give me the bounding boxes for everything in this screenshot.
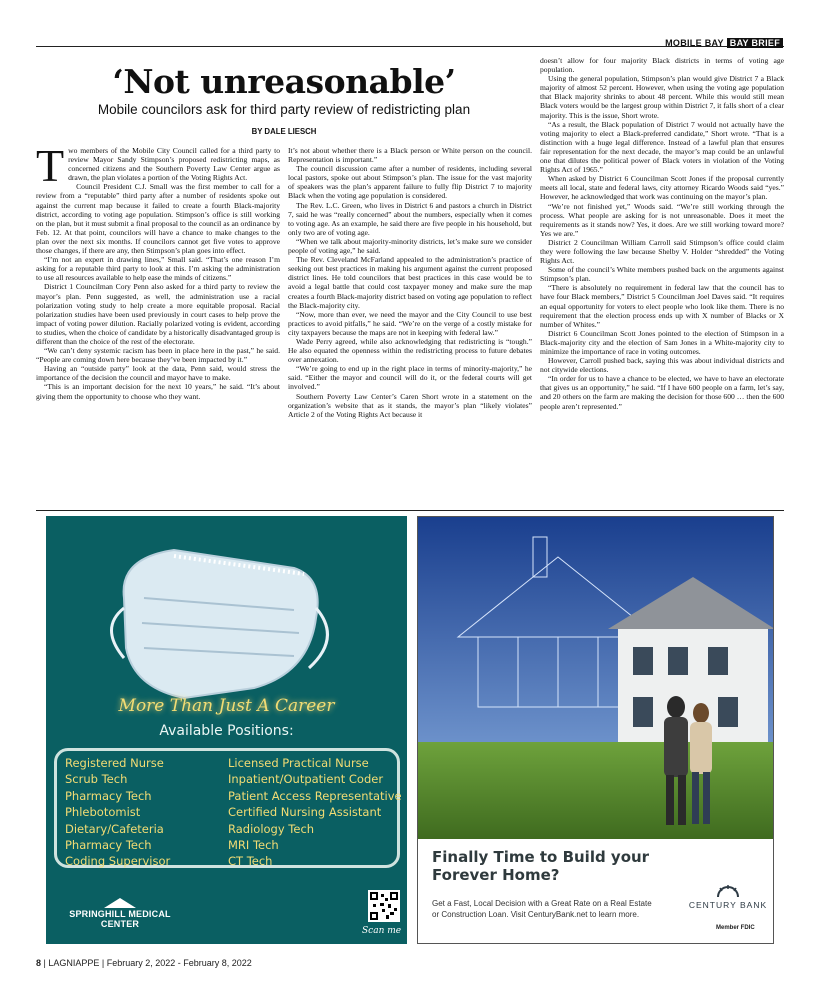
positions-box <box>54 748 400 868</box>
positions-right <box>228 755 402 870</box>
paragraph: “We can’t deny systemic racism has been in place here in the past,” he said. “People are coming down here because they’ve been impacted by it.” <box>36 346 280 365</box>
paragraph: “Now, more than ever, we need the mayor and the City Council to use best practices to avoid pitfalls,” he said. “We’re on the verge of a costly mistake for city taxpayers because the maps are not in keeping with federal law.” <box>288 309 532 337</box>
qr-code-icon[interactable] <box>368 890 400 922</box>
springhill-logo: SPRINGHILL MEDICAL CENTER <box>60 898 180 929</box>
position-item: Dietary/Cafeteria <box>65 821 164 836</box>
article-column-3 <box>540 56 784 528</box>
position-item: CT Tech <box>228 854 273 869</box>
position-item: Licensed Practical Nurse <box>228 756 369 770</box>
position-item: Inpatient/Outpatient Coder <box>228 772 384 787</box>
paragraph: “We’re not finished yet,” Woods said. “We’re still working through the process. What people are asking for is not unreasonable. Does it meet the requirements as it stands now? Yes, it does. Are we still working toward more? Yes we are.” <box>540 201 784 238</box>
position-item: Pharmacy Tech <box>65 838 152 853</box>
paragraph: District 2 Councilman William Carroll said Stimpson’s office could claim they were following the law because Shelby V. Holder “shredded” the Voting Rights Act. <box>540 237 784 266</box>
article-headline: ‘Not unreasonable’ <box>112 62 456 101</box>
paragraph: Having an “outside party” look at the data, Penn said, would stress the importance of the decision the council and mayor have to make. <box>36 364 280 383</box>
paragraph: The Rev. Cleveland McFarland appealed to the administration’s practice of seeking out best practices in making his argument against the current proposed district lines. He told councilors that best practices in this case would be to avoid a legal battle that could cost taxpayer money and make sure the map creates a fourth Black-majority district based on voting age population to reflect the Black-majority city. <box>288 255 532 310</box>
article-byline: BY DALE LIESCH <box>251 127 317 136</box>
paragraph: When asked by District 6 Councilman Scott Jones if the proposal currently meets all local, state and federal laws, city attorney Ricardo Woods said “yes.” However, he acknowledged that work was continuing on the mayor’s plan. <box>540 174 784 202</box>
position-item: Pharmacy Tech <box>65 788 152 803</box>
publication-name: LAGNIAPPE <box>48 958 100 968</box>
positions-heading: Available Positions: <box>159 723 294 739</box>
article-column-1 <box>36 146 280 528</box>
brand-mobile-bay: MOBILE BAY <box>665 38 724 48</box>
paragraph: District 1 Councilman Cory Penn also asked for a third party to review the mayor’s plan. Penn suggested, as well, the administration use a racial polarization voting study to help create a more equitable proposal. Racial polarization studies have been used previously in court cases to help prove the impact of voting power dilution. Racially polarized voting is evident, according to studies, when the choice of candidate by a historically disadvantaged group is different than the choice of the rest of the electorate. <box>36 282 280 346</box>
position-item: Scrub Tech <box>65 772 128 787</box>
brand-bay-brief: BAY BRIEF <box>727 38 783 48</box>
paragraph: Wade Perry agreed, while also acknowledging that redistricting is “tough.” He also equated the openness within the redistricting process to future debates over annexation. <box>288 336 532 365</box>
positions-left <box>65 755 170 870</box>
position-item: Coding Supervisor <box>65 854 171 869</box>
ad-tagline: More Than Just A Career <box>118 696 335 716</box>
paragraph: It’s not about whether there is a Black person or White person on the council. Representation is important.” <box>288 146 532 165</box>
springhill-ad[interactable] <box>46 516 407 944</box>
footer-separator: | <box>41 958 49 968</box>
roof-icon <box>104 898 136 908</box>
paragraph: “When we talk about majority-minority districts, let’s make sure we consider people of voting age,” he said. <box>288 236 532 256</box>
century-bank-logo: CENTURY BANK <box>688 884 768 910</box>
article-deck: Mobile councilors ask for third party review of redistricting plan <box>97 102 471 117</box>
position-item: Radiology Tech <box>228 821 315 836</box>
paragraph: Using the general population, Stimpson’s plan would give District 7 a Black majority of almost 52 percent. However, when using the voting age population that Black majority shrinks to about 48 percent. While this would still mean Black voters would be the largest group within District 7, it falls short of a clear majority. This is the issue, Short wrote. <box>540 74 784 120</box>
page-number: 8 <box>36 958 42 968</box>
page-footer <box>36 958 252 968</box>
paragraph: “There is absolutely no requirement in federal law that the council has to have four Black members,” District 5 Councilman Joel Daves said. “It requires an equal opportunity for voters to elect people who look like them. There is no requirement that the election process ends up with X number of Blacks or X number of Whites.” <box>540 283 784 329</box>
face-mask-icon <box>104 538 334 708</box>
paragraph: The Rev. L.C. Green, who lives in District 6 and pastors a church in District 7, said he was “really concerned” about the numbers, especially when it comes to voting age. As an example, he said there are five people in his household, but only two are of voting age. <box>288 200 532 237</box>
fdic-badge: Member FDIC <box>716 925 755 931</box>
paragraph: “I’m not an expert in drawing lines,” Small said. “That’s one reason I’m asking for a reputable third party to look at this. I’m asking the administration to use all resources available to help ease the minds of citizens.” <box>36 255 280 283</box>
paragraph: However, Carroll pushed back, saying this was about individual districts and not citywide elections. <box>540 356 784 375</box>
paragraph: Some of the council’s White members pushed back on the arguments against Stimpson’s plan. <box>540 265 784 284</box>
paragraph: “This is an important decision for the next 10 years,” he said. “It’s about giving them the opportunity to choose who they want. <box>36 382 280 401</box>
issue-dates: | February 2, 2022 - February 8, 2022 <box>99 958 252 968</box>
position-item: Registered Nurse <box>65 756 164 770</box>
century-bank-ad[interactable] <box>417 516 774 944</box>
position-item: Phlebotomist <box>65 805 141 820</box>
bank-ad-body: Get a Fast, Local Decision with a Great Rate on a Real Estate or Construction Loan. Visit CenturyBank.net to learn more. <box>432 899 652 919</box>
sunrise-icon <box>715 884 741 898</box>
drop-cap: T <box>36 146 65 191</box>
paragraph: doesn’t allow for four majority Black districts in terms of voting age population. <box>540 56 784 75</box>
scan-me-label: Scan me <box>362 926 402 936</box>
house-illustration <box>418 517 774 839</box>
section-rule <box>36 510 784 511</box>
section-brand <box>665 38 783 48</box>
paragraph: “As a result, the Black population of District 7 would not actually have the voting majority to elect a Black-preferred candidate,” Short wrote. “That is a distinction with a huge legal difference. Instead of a lawful plan that ensures fair representation for the next decade, the mayor’s map could be an unlawful one that dilutes the political power of Black voters in violation of the Voting Rights Act of 1965.” <box>540 119 784 175</box>
position-item: MRI Tech <box>228 838 279 853</box>
bank-ad-headline: Finally Time to Build your Forever Home? <box>432 848 650 884</box>
article-column-2 <box>288 146 532 528</box>
paragraph: District 6 Councilman Scott Jones pointed to the election of Stimpson in a Black-majority city and the election of Sam Jones in a White-majority city to minimize the importance of race in voting outcomes. <box>540 328 784 356</box>
paragraph: Council President C.J. Small was the first member to call for a review from a “reputable” third party after a number of residents spoke out against the current map because it failed to create a fourth Black-majority district, according to voting age population. Stimpson’s office is still working on the plan, but it must submit a final proposal to the council as an ordinance by Feb. 12. At that point, councilors will have a chance to make changes to the plan over the next six months. If councilors cannot get five votes to approve those changes, if there are any, then Stimpson’s plan goes into effect. <box>36 182 280 256</box>
paragraph: “In order for us to have a chance to be elected, we have to have an electorate that gives us an opportunity,” he said. “If I have 600 people on a farm, let’s say, and 20 others on the farm are making the decision for those 600 … then the 600 people aren’t represented.” <box>540 374 784 411</box>
paragraph: wo members of the Mobile City Council called for a third party to review Mayor Sandy Stimpson’s proposed redistricting maps, as concerned citizens and the Southern Poverty Law Center argue as drawn, the plan violates a portion of the Voting Rights Act. <box>68 146 280 183</box>
paragraph: The council discussion came after a number of residents, including several local pastors, spoke out about Stimpson’s plan. The issue for the vast majority of speakers was the plan’s apparent failure to fully flip District 7 to majority Black when the voting age population is considered. <box>288 164 532 201</box>
position-item: Patient Access Representative <box>228 788 402 803</box>
position-item: Certified Nursing Assistant <box>228 805 382 820</box>
paragraph: “We’re going to end up in the right place in terms of minority-majority,” he said. “Either the mayor and council will do it, or the federal courts will get involved.” <box>288 364 532 392</box>
paragraph: Southern Poverty Law Center’s Caren Short wrote in a statement on the organization’s website that as it stands, the mayor’s plan “likely violates” Article 2 of the Voting Rights Act because it <box>288 391 532 419</box>
